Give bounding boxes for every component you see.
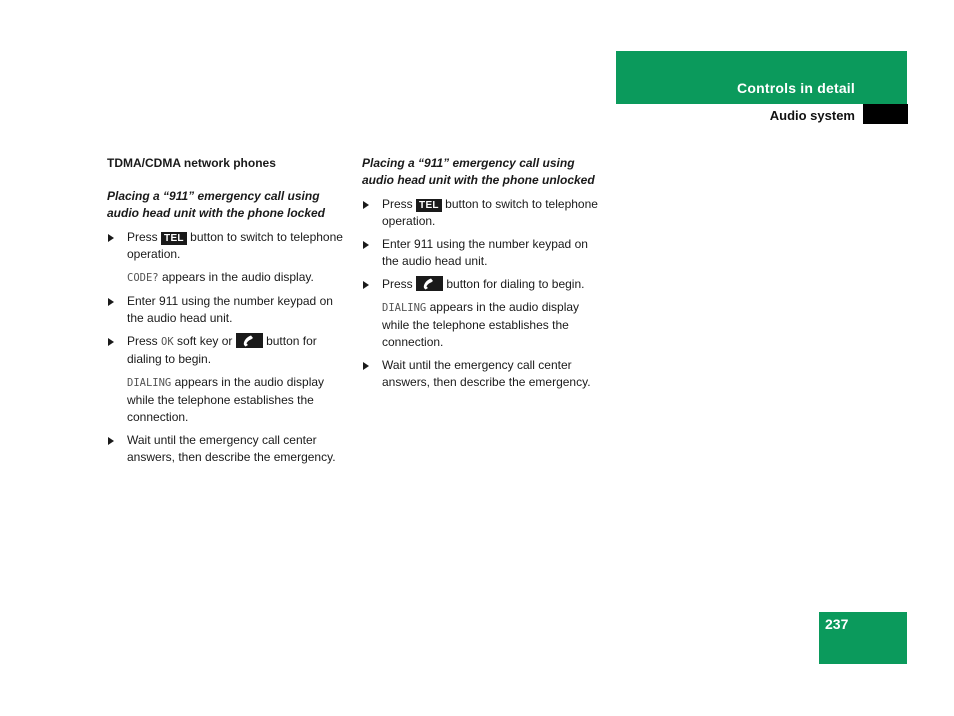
step-item	[107, 229, 347, 263]
bullet-arrow-icon	[363, 241, 369, 249]
bullet-arrow-icon	[108, 338, 114, 346]
step-text: Wait until the emergency call center answers, then describe the emergency.	[127, 433, 336, 464]
step-item	[107, 333, 347, 368]
step-text: button to switch to telephone operation.	[127, 230, 343, 261]
bullet-arrow-icon	[363, 362, 369, 370]
display-note	[107, 374, 347, 426]
step-text: button for dialing to begin.	[446, 277, 585, 291]
section-title: Controls in detail	[737, 80, 855, 96]
note-text: appears in the audio display.	[161, 270, 314, 284]
step-text: Enter 911 using the number keypad on the audio head unit.	[127, 294, 333, 325]
display-code: DIALING	[127, 377, 172, 389]
subsection-marker	[863, 104, 908, 124]
step-text: Press	[382, 277, 413, 291]
step-text: soft key or	[177, 334, 233, 348]
subheading-phone-unlocked: Placing a “911” emergency call using audio head unit with the phone unlocked	[362, 156, 595, 187]
step-item	[362, 357, 602, 391]
bullet-arrow-icon	[363, 201, 369, 209]
step-text: button to switch to telephone operation.	[382, 197, 598, 228]
step-text: Wait until the emergency call center answers, then describe the emergency.	[382, 358, 591, 389]
page-number-box	[819, 612, 907, 664]
step-item	[107, 432, 347, 466]
phone-handset-icon	[236, 333, 263, 348]
bullet-arrow-icon	[108, 234, 114, 242]
bullet-arrow-icon	[108, 437, 114, 445]
tel-key-icon: TEL	[416, 199, 442, 212]
step-item	[362, 276, 602, 293]
step-item	[362, 236, 602, 270]
phone-handset-icon	[416, 276, 443, 291]
bullet-arrow-icon	[108, 298, 114, 306]
step-text: Press	[127, 334, 158, 348]
display-note	[107, 269, 347, 287]
note-text: appears in the audio display while the telephone establishes the connection.	[127, 375, 325, 424]
step-text: Enter 911 using the number keypad on the audio head unit.	[382, 237, 588, 268]
section-heading: TDMA/CDMA network phones	[107, 156, 276, 170]
subheading-phone-locked: Placing a “911” emergency call using audio head unit with the phone locked	[107, 189, 326, 220]
right-column	[362, 155, 602, 397]
bullet-arrow-icon	[363, 281, 369, 289]
step-text: Press	[127, 230, 158, 244]
subsection-title: Audio system	[769, 108, 855, 123]
note-text: appears in the audio display while the telephone establishes the connection.	[382, 300, 580, 349]
display-code: OK	[161, 336, 174, 348]
page-number: 237	[825, 616, 849, 632]
display-code: DIALING	[382, 302, 427, 314]
step-text: button for dialing to begin.	[127, 334, 317, 366]
tel-key-icon: TEL	[161, 232, 187, 245]
left-column	[107, 155, 347, 472]
display-code: CODE?	[127, 272, 159, 284]
header-band	[616, 51, 907, 104]
step-item	[107, 293, 347, 327]
display-note	[362, 299, 602, 351]
step-item	[362, 196, 602, 230]
step-text: Press	[382, 197, 413, 211]
